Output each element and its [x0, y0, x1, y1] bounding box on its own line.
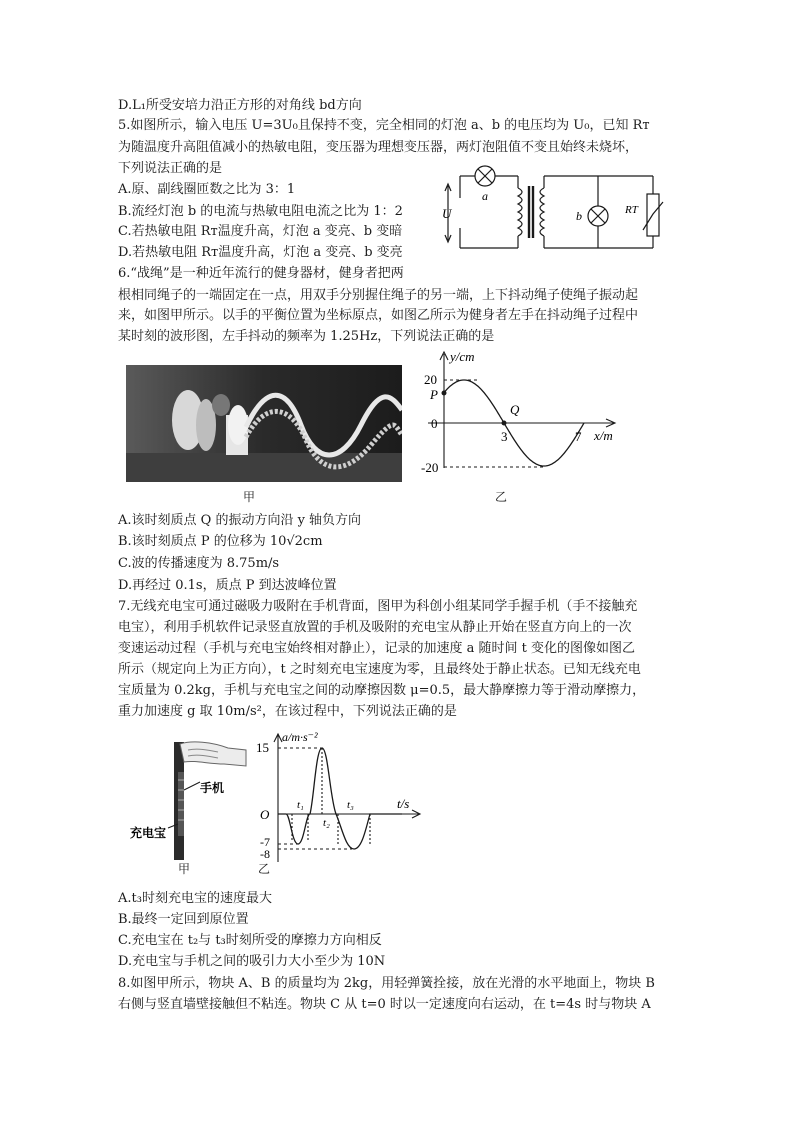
text-line: A.该时刻质点 Q 的振动方向沿 y 轴负方向: [118, 513, 362, 528]
text-line: C.波的传播速度为 8.75m/s: [118, 556, 280, 571]
acceleration-graph: [252, 728, 422, 868]
point-p: [442, 391, 447, 396]
text-line: 电宝），利用手机软件记录竖直放置的手机及吸附的充电宝从静止开始在竖直方向上的一次: [118, 620, 632, 635]
figure-caption-jia: 甲: [243, 490, 256, 504]
wave-graph: [418, 348, 628, 476]
text-line: 来，如图甲所示。以手的平衡位置为坐标原点，如图乙所示为健身者左手在抖动绳子过程中: [118, 308, 639, 323]
x-axis-label: x/m: [594, 428, 613, 443]
circuit-label-b: b: [576, 209, 582, 223]
text-line: D.再经过 0.1s，质点 P 到达波峰位置: [118, 578, 337, 593]
text-line: D.L₁所受安培力沿正方形的对角线 bd方向: [118, 98, 362, 113]
text-line: 某时刻的波形图，左手抖动的频率为 1.25Hz，下列说法正确的是: [118, 329, 495, 344]
label-q: Q: [510, 402, 520, 417]
text-line: C.充电宝在 t₂与 t₃时刻所受的摩擦力方向相反: [118, 933, 382, 948]
battle-rope-photo: [126, 365, 402, 482]
text-line: 根相同绳子的一端固定在一点，用双手分别握住绳子的另一端，上下抖动绳子使绳子振动起: [118, 288, 639, 303]
tick-minus-8: -8: [260, 847, 270, 861]
text-line: 宝质量为 0.2kg，手机与充电宝之间的动摩擦因数 μ=0.5，最大静摩擦力等于滑动摩擦力，: [118, 683, 646, 698]
text-line: 下列说法正确的是: [118, 161, 223, 176]
text-line: A.原、副线圈匝数之比为 3：1: [118, 182, 296, 197]
tick-3: 3: [501, 429, 508, 444]
text-line: D.若热敏电阻 Rᴛ温度升高，灯泡 a 变亮、b 变亮: [118, 245, 403, 260]
text-line: B.流经灯泡 b 的电流与热敏电阻电流之比为 1：2: [118, 204, 403, 219]
tick-7: 7: [575, 429, 582, 444]
y-axis-label: a/m·s⁻²: [282, 730, 318, 744]
text-line: 所示（规定向上为正方向），t 之时刻充电宝速度为零，且最终处于静止状态。已知无线充电: [118, 662, 641, 677]
tick-20: 20: [424, 372, 437, 387]
text-line: C.若热敏电阻 Rᴛ温度升高，灯泡 a 变亮、b 变暗: [118, 224, 403, 239]
tick-15: 15: [256, 740, 269, 755]
circuit-label-u: U: [442, 206, 452, 221]
text-line: D.充电宝与手机之间的吸引力大小至少为 10N: [118, 954, 386, 969]
circuit-label-a: a: [482, 189, 488, 203]
text-line: 右侧与竖直墙壁接触但不粘连。物块 C 从 t=0 时以一定速度向右运动，在 t=4s 时与物块 A: [118, 997, 651, 1012]
circuit-diagram: [440, 158, 670, 258]
figure-caption-jia: 甲: [178, 862, 191, 876]
label-p: P: [430, 387, 438, 402]
origin-label: O: [260, 807, 270, 822]
tick-t2: t₂: [323, 817, 330, 829]
tick-t3: t₃: [347, 799, 354, 811]
figure-caption-yi: 乙: [495, 490, 508, 504]
text-line: 8.如图甲所示，物块 A、B 的质量均为 2kg，用轻弹簧拴接，放在光滑的水平地面上，物块 B: [118, 976, 655, 991]
tick-t1: t₁: [297, 799, 304, 811]
point-q: [502, 421, 507, 426]
text-line: A.t₃时刻充电宝的速度最大: [118, 891, 272, 906]
figure-caption-yi: 乙: [258, 862, 271, 876]
tick-minus-7: -7: [260, 835, 270, 849]
label-powerbank: 充电宝: [130, 826, 167, 840]
x-axis-label: t/s: [397, 796, 410, 811]
y-axis-label: y/cm: [450, 349, 475, 364]
text-line: 5.如图所示，输入电压 U=3U₀且保持不变，完全相同的灯泡 a、b 的电压均为 U₀，已知 Rᴛ: [118, 118, 650, 133]
text-line: B.该时刻质点 P 的位移为 10√2cm: [118, 534, 323, 549]
text-line: 6.“战绳”是一种近年流行的健身器材，健身者把两: [118, 266, 404, 281]
text-line: B.最终一定回到原位置: [118, 912, 249, 927]
phone-powerbank-illustration: [128, 732, 248, 862]
text-line: 为随温度升高阻值减小的热敏电阻，变压器为理想变压器，两灯泡阻值不变且始终未烧坏，: [118, 140, 639, 155]
circuit-label-rt: RT: [625, 204, 638, 216]
label-phone: 手机: [200, 781, 225, 795]
text-line: 重力加速度 g 取 10m/s²，在该过程中，下列说法正确的是: [118, 704, 457, 719]
tick-0: 0: [431, 416, 438, 431]
text-line: 7.无线充电宝可通过磁吸力吸附在手机背面，图甲为科创小组某同学手握手机（手不接触充: [118, 599, 638, 614]
tick-minus-20: -20: [421, 460, 439, 475]
text-line: 变速运动过程（手机与充电宝始终相对静止），记录的加速度 a 随时间 t 变化的图像如图乙: [118, 641, 636, 656]
